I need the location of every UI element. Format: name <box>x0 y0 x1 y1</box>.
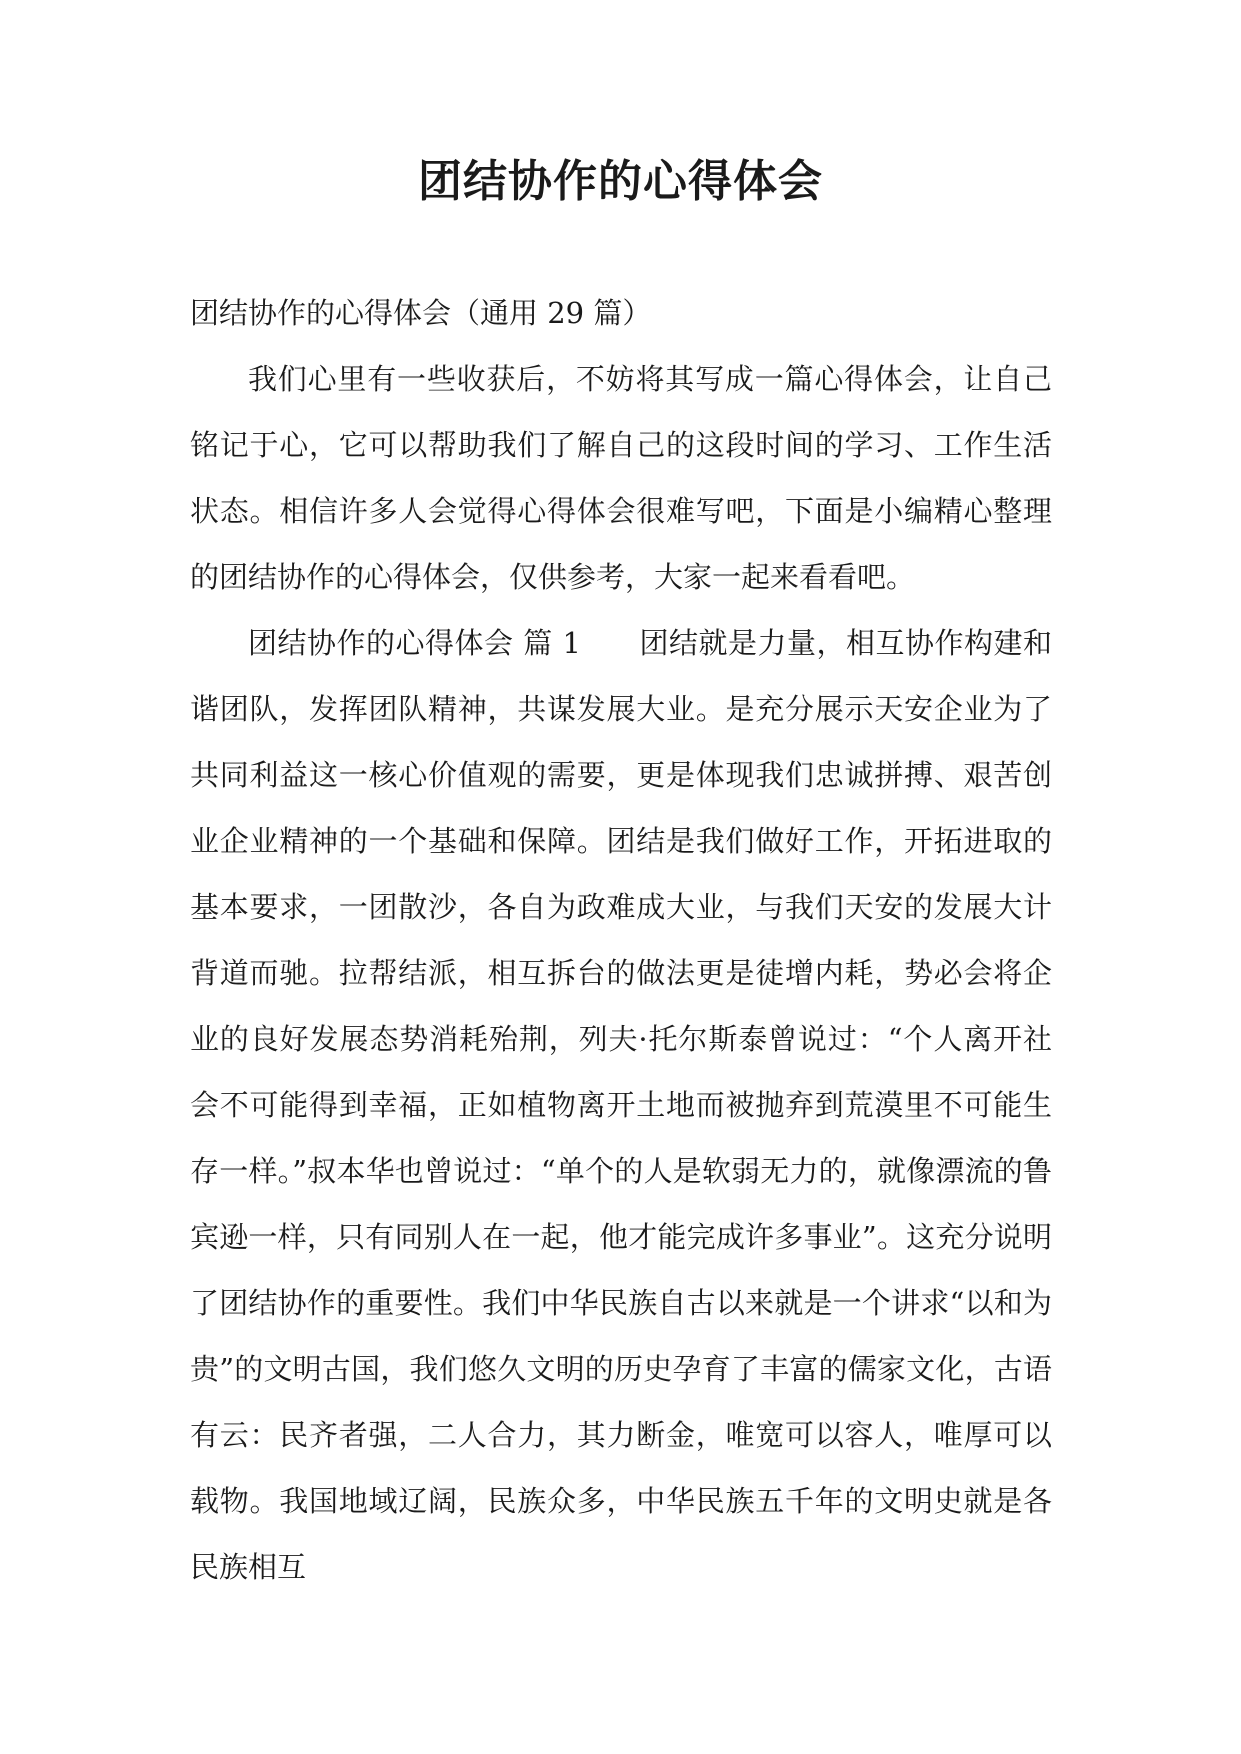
document-title: 团结协作的心得体会 <box>418 156 823 207</box>
intro-paragraph: 我们心里有一些收获后，不妨将其写成一篇心得体会，让自己铭记于心，它可以帮助我们了解自己的这段时间的学习、工作生活状态。相信许多人会觉得心得体会很难写吧，下面是小编精心整理的团结协作的心得体会，仅供参考，大家一起来看看吧。 <box>190 362 1052 594</box>
document-subtitle: 团结协作的心得体会（通用 29 篇） <box>190 296 652 330</box>
section-1-paragraph <box>190 610 1052 1600</box>
section-1-heading: 团结协作的心得体会 篇 1 <box>248 626 581 660</box>
section-1-body: 团结就是力量，相互协作构建和谐团队，发挥团队精神，共谋发展大业。是充分展示天安企业为了共同利益这一核心价值观的需要，更是体现我们忠诚拼搏、艰苦创业企业精神的一个基础和保障。团结是我们做好工作，开拓进取的基本要求，一团散沙，各自为政难成大业，与我们天安的发展大计背道而驰。拉帮结派，相互拆台的做法更是徒增内耗，势必会将企业的良好发展态势消耗殆荆，列夫·托尔斯泰曾说过：“个人离开社会不可能得到幸福，正如植物离开土地而被抛弃到荒漠里不可能生存一样。”叔本华也曾说过：“单个的人是软弱无力的，就像漂流的鲁宾逊一样，只有同别人在一起，他才能完成许多事业”。这充分说明了团结协作的重要性。我们中华民族自古以来就是一个讲求“以和为贵”的文明古国，我们悠久文明的历史孕育了丰富的儒家文化，古语有云：民齐者强，二人合力，其力断金，唯宽可以容人，唯厚可以载物。我国地域辽阔，民族众多，中华民族五千年的文明史就是各民族相互 <box>190 626 1052 1584</box>
document-body <box>190 280 1052 1600</box>
